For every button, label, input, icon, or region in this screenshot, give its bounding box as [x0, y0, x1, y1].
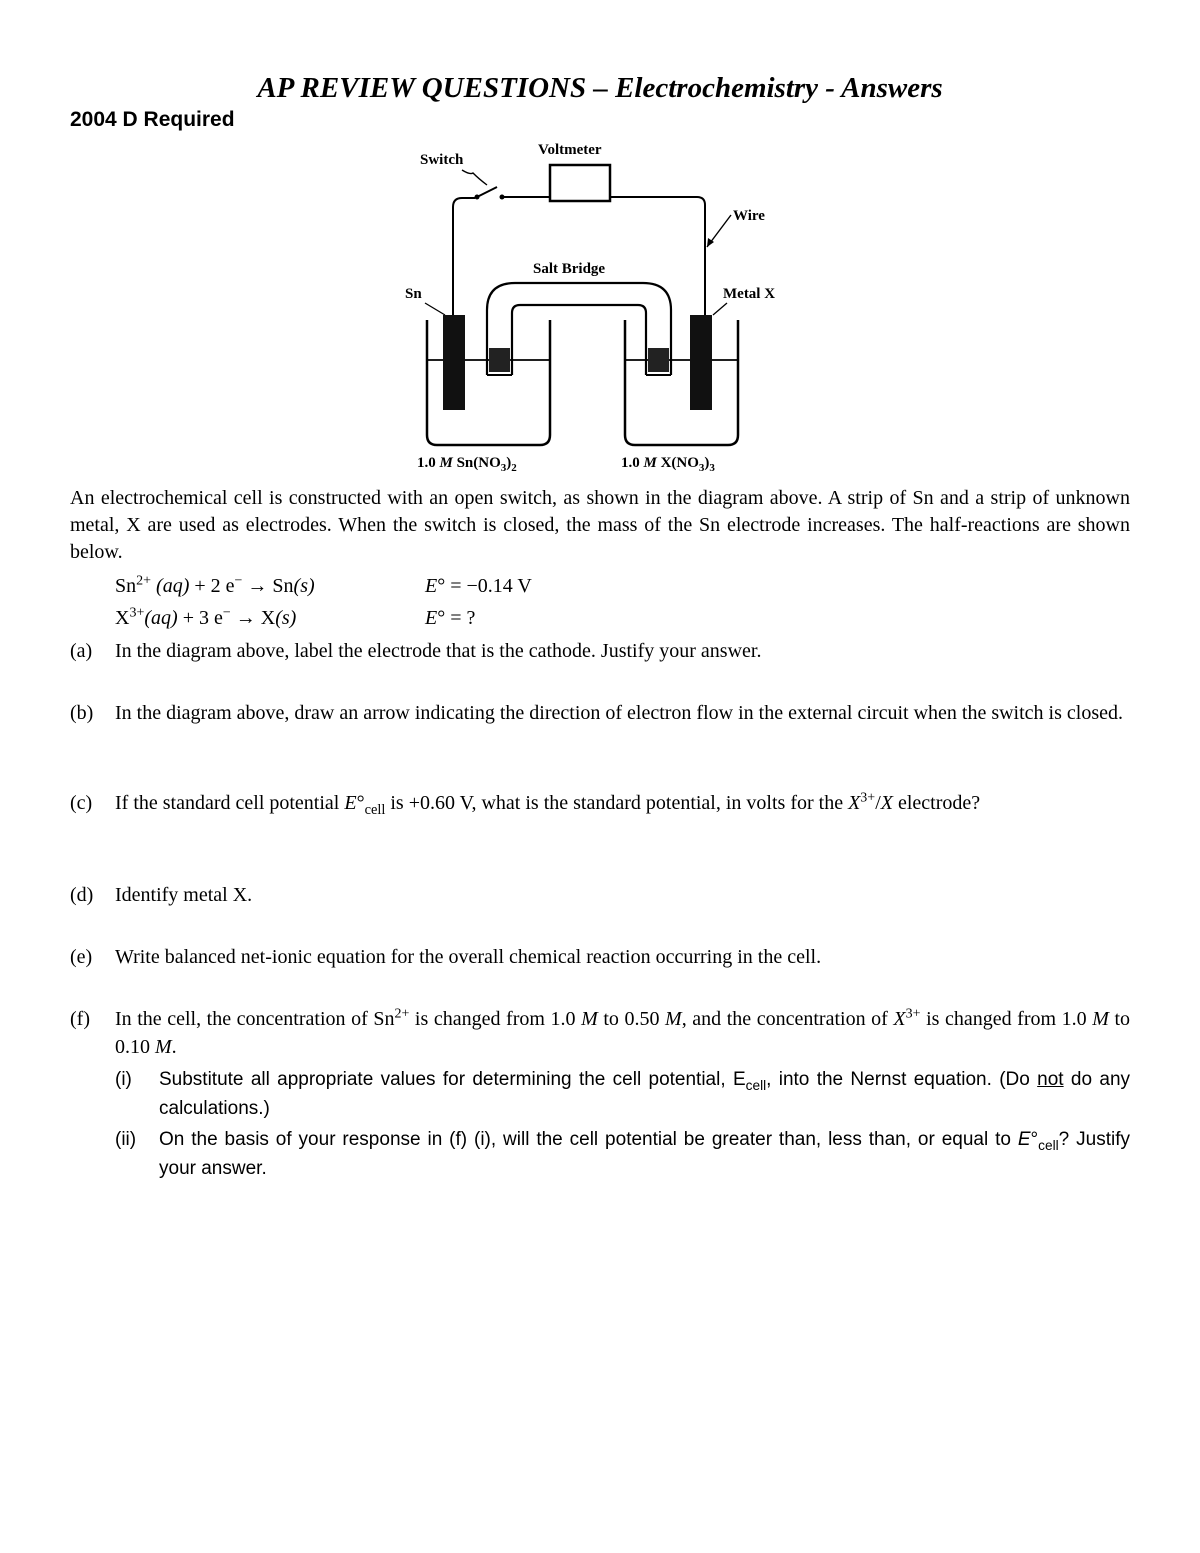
- half-reaction-sn: [115, 573, 715, 600]
- salt-bridge-plug-left: [489, 348, 510, 372]
- question-d-letter: (d): [70, 884, 94, 906]
- salt-bridge-plug-right: [648, 348, 669, 372]
- switch-label: Switch: [420, 152, 464, 168]
- metal-x-electrode-label: Metal X: [723, 286, 776, 302]
- switch-pointer-arrow: [462, 170, 487, 185]
- question-e: [70, 943, 1130, 971]
- metal-x-pointer: [713, 303, 727, 315]
- half-reaction-sn-equation: $Sn^{2+}$ (aq) + 2 e− → Sn(s): [115, 573, 315, 597]
- question-b-letter: (b): [70, 702, 94, 724]
- question-c: [70, 789, 1130, 817]
- right-solution-label: 1.0 M $X(NO_3)_3$: [621, 455, 715, 474]
- question-d: [70, 881, 1130, 909]
- electrochemical-cell-diagram: [395, 135, 795, 475]
- half-reaction-sn-potential: E° = −0.14 V: [425, 575, 532, 597]
- question-d-text: Identify metal X.: [115, 884, 253, 906]
- question-a-text: In the diagram above, label the electrode that is the cathode. Justify your answer.: [115, 640, 762, 662]
- half-reaction-x-equation: $X^{3+}(aq) + 3$ e− → X(s): [115, 605, 297, 629]
- question-b: [70, 699, 1130, 727]
- page-title: AP REVIEW QUESTIONS – Electrochemistry - Answers: [257, 72, 943, 104]
- switch-lever: [477, 187, 497, 197]
- right-beaker: [625, 320, 738, 445]
- question-e-letter: (e): [70, 946, 93, 968]
- voltmeter-box: [550, 165, 610, 201]
- question-f-i-text: Substitute all appropriate values for determining the cell potential, $E_{cell}$, into the Nernst equation. (Do not do any calculations.): [159, 1069, 1131, 1119]
- question-b-text: In the diagram above, draw an arrow indicating the direction of electron flow in the external circuit when the switch is closed.: [115, 702, 1123, 724]
- left-wire: [453, 198, 475, 315]
- intro-paragraph: An electrochemical cell is constructed with an open switch, as shown in the diagram above. A strip of Sn and a strip of unknown metal, X are used as electrodes. When the switch is closed, the mass of the Sn electrode increases. The half-reactions are shown below.: [70, 487, 1130, 563]
- salt-bridge-outer: [487, 283, 671, 375]
- left-solution-label: 1.0 M $Sn(NO_3)_2$: [417, 455, 517, 474]
- question-f-text: In the cell, the concentration of $Sn^{2+}$ is changed from 1.0 M to 0.50 M, and the concentration of $X^{3+}$ is changed from 1.0 M to 0.10 M.: [115, 1006, 1131, 1058]
- voltmeter-label: Voltmeter: [538, 142, 602, 158]
- question-a: [70, 637, 1130, 665]
- sn-electrode-label: Sn: [405, 286, 422, 302]
- metal-x-electrode: [690, 315, 712, 410]
- wire-label: Wire: [733, 208, 765, 224]
- question-f-letter: (f): [70, 1008, 90, 1030]
- salt-bridge-label: Salt Bridge: [533, 261, 606, 277]
- half-reaction-x-potential: E° = ?: [425, 607, 476, 629]
- question-f-i: [115, 1065, 1130, 1123]
- question-f-ii-text: On the basis of your response in (f) (i), will the cell potential be greater than, less than, or equal to $E^\circ_{cell}$? Justify your answer.: [159, 1129, 1130, 1179]
- right-wire: [610, 197, 705, 315]
- sn-electrode: [443, 315, 465, 410]
- question-f-ii: [115, 1125, 1130, 1183]
- question-a-letter: (a): [70, 640, 93, 662]
- question-heading: 2004 D Required: [70, 108, 235, 131]
- question-c-letter: (c): [70, 792, 93, 814]
- sn-pointer: [425, 303, 445, 315]
- question-f-i-letter: (i): [115, 1069, 132, 1090]
- question-f: [70, 1005, 1130, 1061]
- question-e-text: Write balanced net-ionic equation for the overall chemical reaction occurring in the cell.: [115, 946, 822, 968]
- question-f-ii-letter: (ii): [115, 1129, 137, 1150]
- half-reaction-x: [115, 605, 715, 632]
- question-c-text: If the standard cell potential $E^\circ_{cell}$ is +0.60 V, what is the standard potential, in volts for the $X^{3+}/X$ electrode?: [115, 790, 981, 818]
